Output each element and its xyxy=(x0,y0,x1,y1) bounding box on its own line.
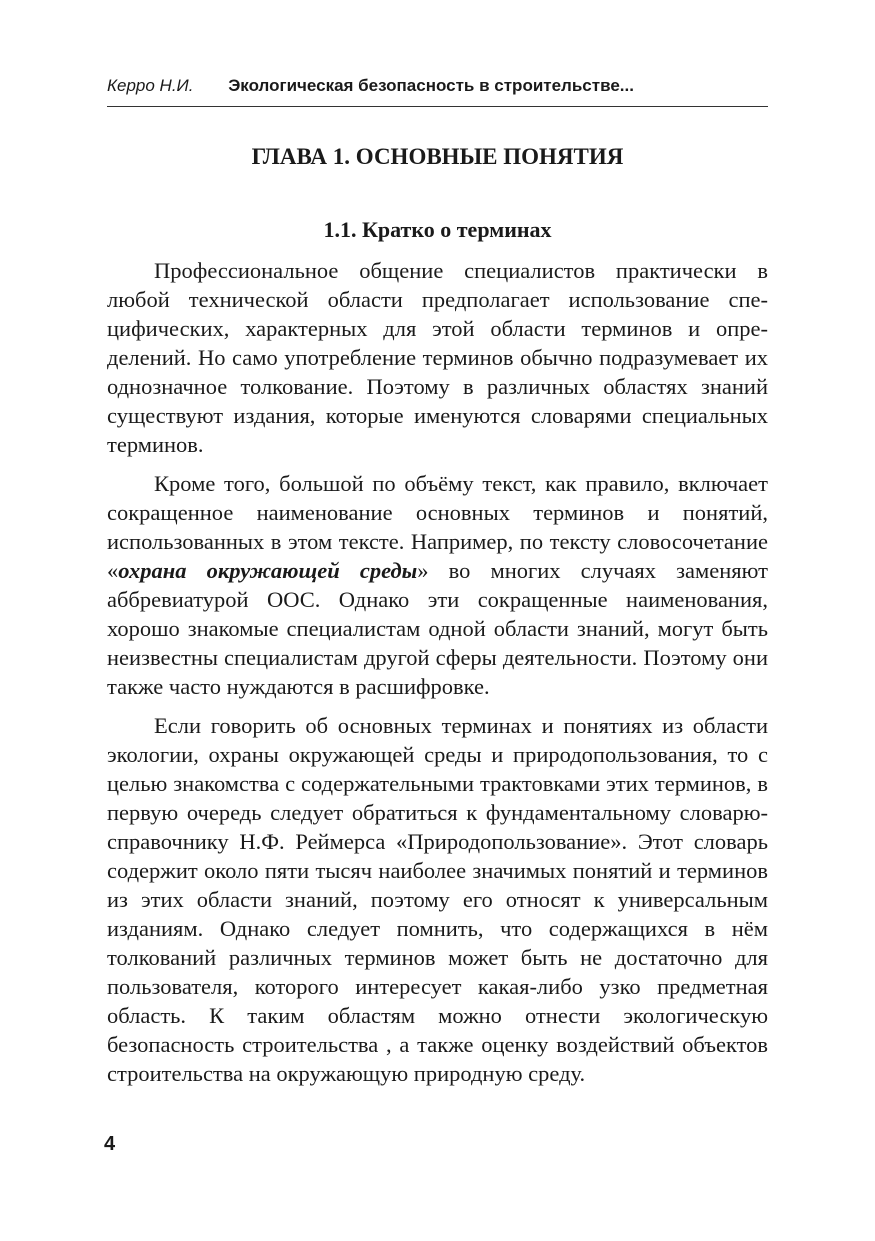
body-text xyxy=(107,256,768,1098)
header-book-title: Экологическая безопасность в строительстве... xyxy=(228,76,634,95)
page-number: 4 xyxy=(104,1133,116,1155)
emphasized-term: охрана окружающей среды xyxy=(118,558,418,583)
running-header xyxy=(107,76,768,107)
paragraph-1: Профессиональное общение специалистов практически в любой технической области предполагает использование специфических, характерных для этой области терминов и определений. Но само употребление терминов обычно подразумевает их однозначное толкование. Поэтому в различных областях знаний существуют издания, которые именуются словарями специальных терминов. xyxy=(107,258,768,457)
section-title: 1.1. Кратко о терминах xyxy=(323,217,552,242)
paragraph-2-start: Кроме того, большой по объёму текст, как правило, включает сокращенное наименование основных терминов и понятий, использованных в этом тексте. Например, по тексту словосочетание « xyxy=(107,471,768,583)
paragraph-2 xyxy=(107,469,768,701)
chapter-title: ГЛАВА 1. ОСНОВНЫЕ ПОНЯТИЯ xyxy=(251,144,624,169)
header-author: Керро Н.И. xyxy=(107,76,194,95)
paragraph-2-end: » во многих случаях заменяют аббревиатурой ООС. Однако эти сокращенные наименования, хорошо знакомые специалистам одной области знаний, могут быть неизвестны специалистам другой сферы деятельности. Поэтому они также часто нуждаются в расшифровке. xyxy=(107,558,768,699)
paragraph-3: Если говорить об основных терминах и понятиях из области экологии, охраны окружающей среды и природопользования, то с целью знакомства с содержательными трактовками этих терминов, в первую очередь следует обратиться к фундаментальному словарю-справочнику Н.Ф. Реймерса «Природопользование». Этот словарь содержит около пяти тысяч наиболее значимых понятий и терминов из этих области знаний, поэтому его относят к универсальным изданиям. Однако следует помнить, что содержащихся в нём толкований различных терминов может быть не достаточно для пользователя, которого интересует какая-либо узко предметная область. К таким областям можно отнести экологическую безопасность строительства , а также оценку воздействий объектов строительства на окружающую природную среду. xyxy=(107,713,768,1086)
